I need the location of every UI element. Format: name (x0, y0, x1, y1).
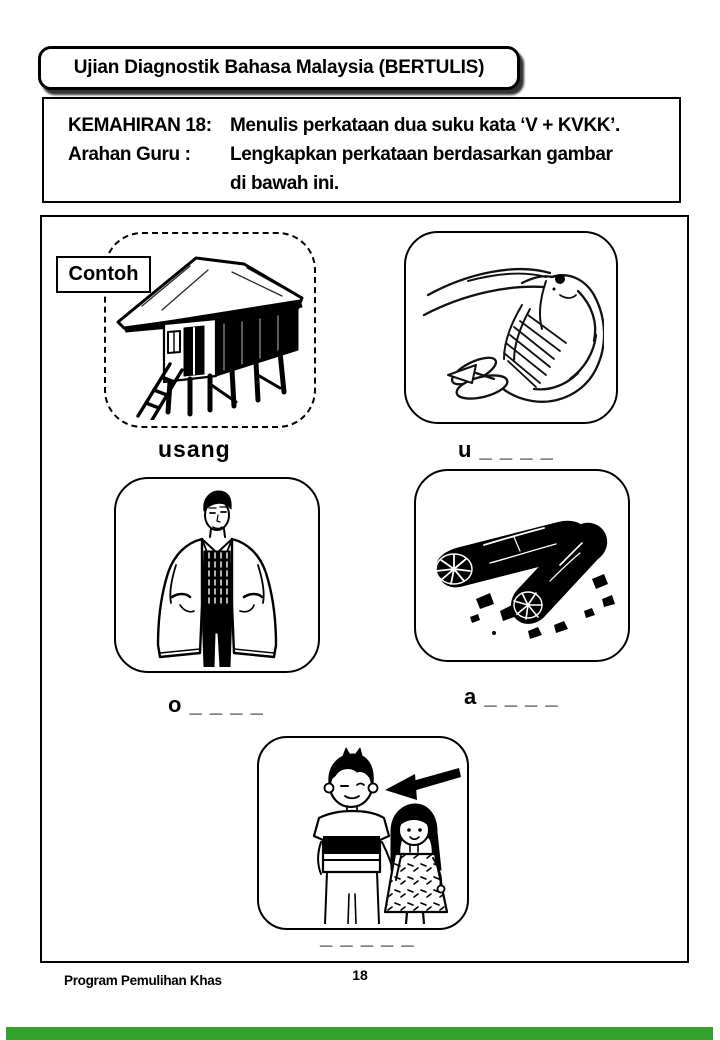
worksheet-title (38, 46, 520, 90)
footer-page-number: 18 (352, 967, 368, 983)
instruction-box (42, 97, 681, 203)
worksheet-title-text: Ujian Diagnostik Bahasa Malaysia (BERTULIS) (73, 57, 485, 78)
answer-man: o _ _ _ _ (168, 692, 264, 717)
brother-and-sister-illustration (263, 744, 463, 924)
answer-shrimp: u _ _ _ _ (458, 437, 554, 462)
charcoal-logs-illustration (424, 487, 620, 645)
footer-program-name: Program Pemulihan Khas (64, 973, 222, 988)
teacher-text-line1: Lengkapkan perkataan berdasarkan gambar (230, 144, 613, 165)
instruction-grid (44, 99, 679, 198)
shrimp-illustration (418, 243, 604, 413)
footer-green-bar (6, 1027, 713, 1040)
example-label-box (56, 256, 151, 293)
example-label: Contoh (68, 263, 139, 285)
man-in-overcoat-illustration (128, 485, 306, 667)
teacher-text-line2: di bawah ini. (230, 173, 339, 194)
example-word: usang (158, 436, 231, 462)
skill-text: Menulis perkataan dua suku kata ‘V + KVKK’. (230, 115, 620, 136)
arrow-icon (409, 768, 461, 791)
answer-siblings: _ _ _ _ _ (320, 924, 415, 949)
answer-charcoal: a _ _ _ _ (464, 684, 559, 709)
teacher-label: Arahan Guru : (68, 144, 191, 165)
skill-label: KEMAHIRAN 18: (68, 115, 212, 136)
